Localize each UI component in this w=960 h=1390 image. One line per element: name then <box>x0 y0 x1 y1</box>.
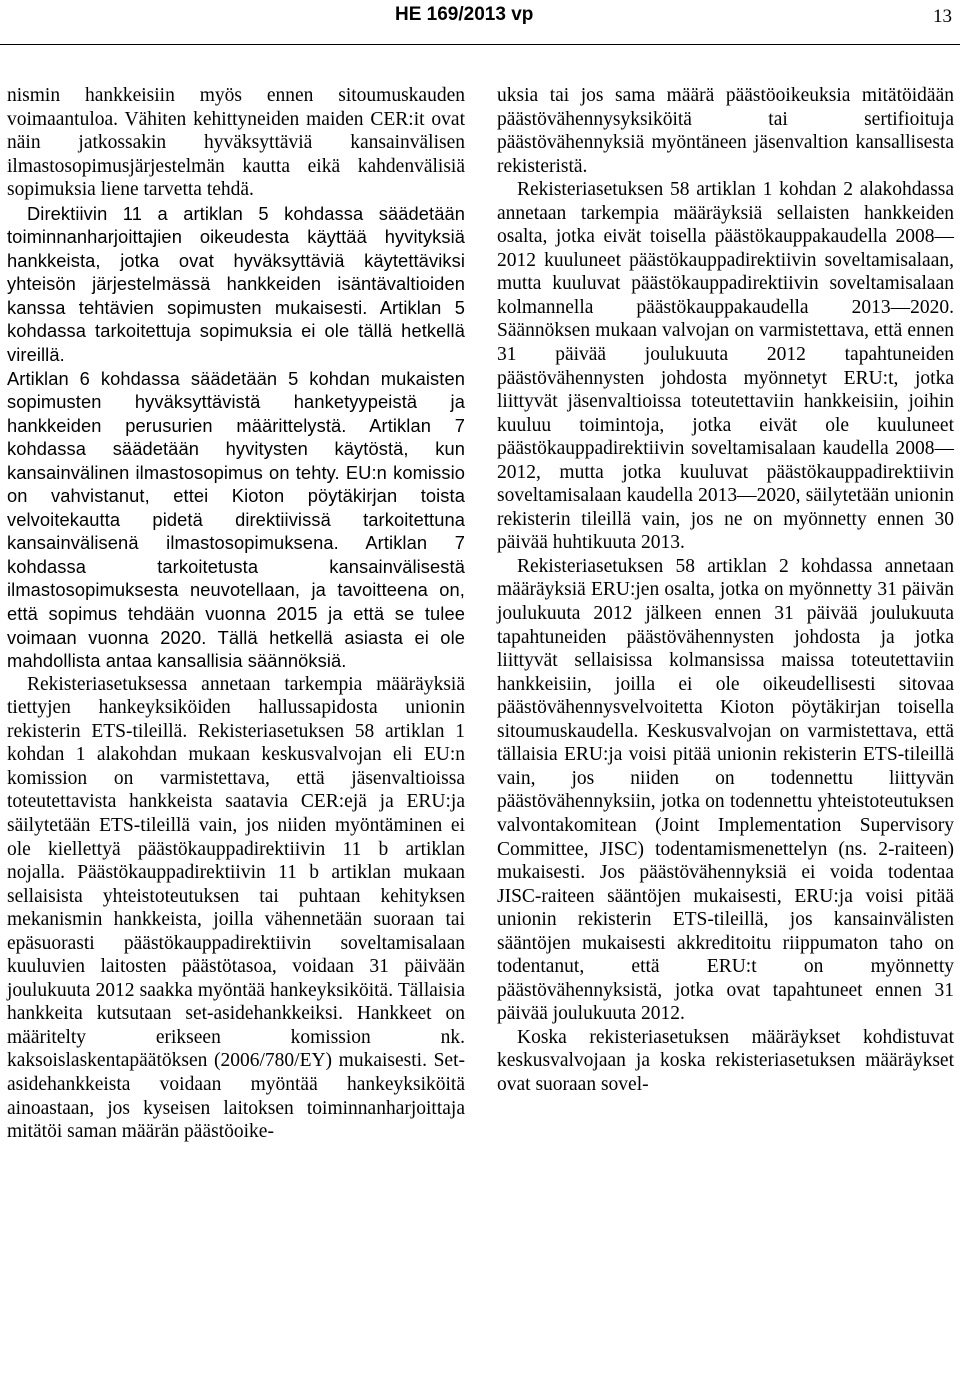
document-id: HE 169/2013 vp <box>395 4 534 25</box>
left-paragraph-2: Direktiivin 11 a artiklan 5 kohdassa säädetään toiminnanharjoittajien oikeudesta käyttää hyvityksiä hankkeista, jotka ovat hyväksyttäviä käytettäviksi yhteisön järjestelmässä hankkeiden isäntävaltioiden kanssa tehtävien sopimusten mukaisesti. Artiklan 5 kohdassa tarkoitettuja sopimuksia ei ole tällä hetkellä vireillä. <box>7 202 465 366</box>
right-paragraph-3: Rekisteriasetuksen 58 artiklan 2 kohdassa annetaan määräyksiä ERU:jen osalta, jotka on myönnetty 31 päivän joulukuuta 2012 jälkeen ennen 31 päivää joulukuuta tapahtuneiden päästövähennysten johdosta ja jotka liittyvät sellaisissa kolmansissa maissa toteutettaviin hankkeisiin, joilla ei ole oikeudellisesti sitovaa päästövähennysvelvoitetta Kioton pöytäkirjan toisella sitoumuskaudella. Keskusvalvojan on varmistettava, että tällaisia ERU:ja voisi pitää unionin rekisterin ETS-tileillä vain, jos niiden on todennettu liittyvän päästövähennyksiin, jotka on todennettu yhteistoteutuksen valvontakomitean (Joint Implementation Supervisory Committee, JISC) todentamismenettelyn (ns. 2-raiteen) mukaisesti. Jos päästövähennyksiä ei voida todentaa JISC-raiteen sääntöjen mukaisesti, ERU:ja voisi pitää unionin rekisterin ETS-tileillä, jos kansainvälisten sääntöjen mukaisesti akkreditoitu riippumaton taho on todentanut, että ERU:t on myönnetty päästövähennyksistä, jotka ovat tapahtuneet ennen 31 päivää joulukuuta 2012. <box>497 555 954 1025</box>
page-header <box>0 0 960 45</box>
right-column <box>497 84 954 1097</box>
right-paragraph-2: Rekisteriasetuksen 58 artiklan 1 kohdan 2 alakohdassa annetaan tarkempia määräyksiä sellaisten hankkeiden osalta, jotka eivät toisella päästökauppakaudella 2008—2012 kuuluneet päästökauppadirektiivin soveltamisalaan, mutta kuuluvat päästökauppadirektiivin soveltamisalaan kolmannella päästökauppakaudella 2013—2020. Säännöksen mukaan valvojan on varmistettava, että ennen 31 päivää joulukuuta 2012 tapahtuneiden päästövähennysten johdosta myönnetyt ERU:t, jotka liittyvät jäsenvaltioissa toteutettaviin hankkeisiin, joihin kuuluu toimintoja, jotka eivät ole kuuluneet päästökauppadirektiivin soveltamisalaan kaudella 2008—2012, mutta jotka kuuluvat päästökauppadirektiivin soveltamisalaan kaudella 2013—2020, säilytetään unionin rekisterin tileillä vain, jos ne on myönnetty ennen 30 päivää huhtikuuta 2013. <box>497 179 954 554</box>
page-number: 13 <box>933 6 952 27</box>
left-paragraph-3: Artiklan 6 kohdassa säädetään 5 kohdan mukaisten sopimusten hyväksyttävistä hanketyypeistä ja hankkeiden perusurien määrittelystä. Artiklan 7 kohdassa säädetään hyvitysten käytöstä, kun kansainvälinen ilmastosopimus on tehty. EU:n komissio on vahvistanut, ettei Kioton pöytäkirjan toista velvoitekautta pidetä direktiivissä tarkoitettuna kansainvälisenä ilmastosopimuksena. Artiklan 7 kohdassa tarkoitetusta kansainvälisestä ilmastosopimuksesta neuvotellaan, ja tavoitteena on, että sopimus tehdään vuonna 2015 ja että se tulee voimaan vuonna 2020. Tällä hetkellä asiasta ei ole mahdollista antaa kansallisia säännöksiä. <box>7 367 465 672</box>
left-paragraph-1: nismin hankkeisiin myös ennen sitoumuskauden voimaantuloa. Vähiten kehittyneiden maiden CER:it ovat näin jatkossakin hyväksyttäviä kansainvälisen ilmastosopimusjärjestelmän kautta eikä kahdenvälisiä sopimuksia liene tarvetta tehdä. <box>7 85 465 201</box>
left-column <box>7 84 465 1144</box>
right-paragraph-4: Koska rekisteriasetuksen määräykset kohdistuvat keskusvalvojaan ja koska rekisteriasetuksen määräykset ovat suoraan sovel- <box>497 1026 954 1095</box>
left-paragraph-4: Rekisteriasetuksessa annetaan tarkempia määräyksiä tiettyjen hankeyksiköiden hallussapidosta unionin rekisterin ETS-tileillä. Rekisteriasetuksen 58 artiklan 1 kohdan 1 alakohdan mukaan keskusvalvojan eli EU:n komission on varmistettava, että jäsenvaltioissa toteutettavista hankkeista saatavia CER:ejä ja ERU:ja säilytetään ETS-tileillä vain, jos niiden myöntäminen ei ole kiellettyä päästökauppadirektiivin 11 b artiklan nojalla. Päästökauppadirektiivin 11 b artiklan mukaan sellaisista yhteistoteutuksen tai puhtaan kehityksen mekanismin hankkeista, joilla vähennetään suoraan tai epäsuorasti päästökauppadirektiivin soveltamisalaan kuuluvien laitosten päästötasoa, voidaan 31 päivään joulukuuta 2012 saakka myöntää hankeyksiköitä. Tällaisia hankkeita kutsutaan set-asidehankkeiksi. Hankkeet on määritelty erikseen komission nk. kaksoislaskentapäätöksen (2006/780/EY) mukaisesti. Set-asidehankkeista voidaan myöntää hankeyksiköitä ainoastaan, jos kyseisen laitoksen toiminnanharjoittaja mitätöi saman määrän päästöoike- <box>7 673 465 1143</box>
right-paragraph-1: uksia tai jos sama määrä päästöoikeuksia mitätöidään päästövähennysyksiköitä tai sertifioituja päästövähennyksiä myöntäneen jäsenvaltion kansallisesta rekisteristä. <box>497 85 954 177</box>
